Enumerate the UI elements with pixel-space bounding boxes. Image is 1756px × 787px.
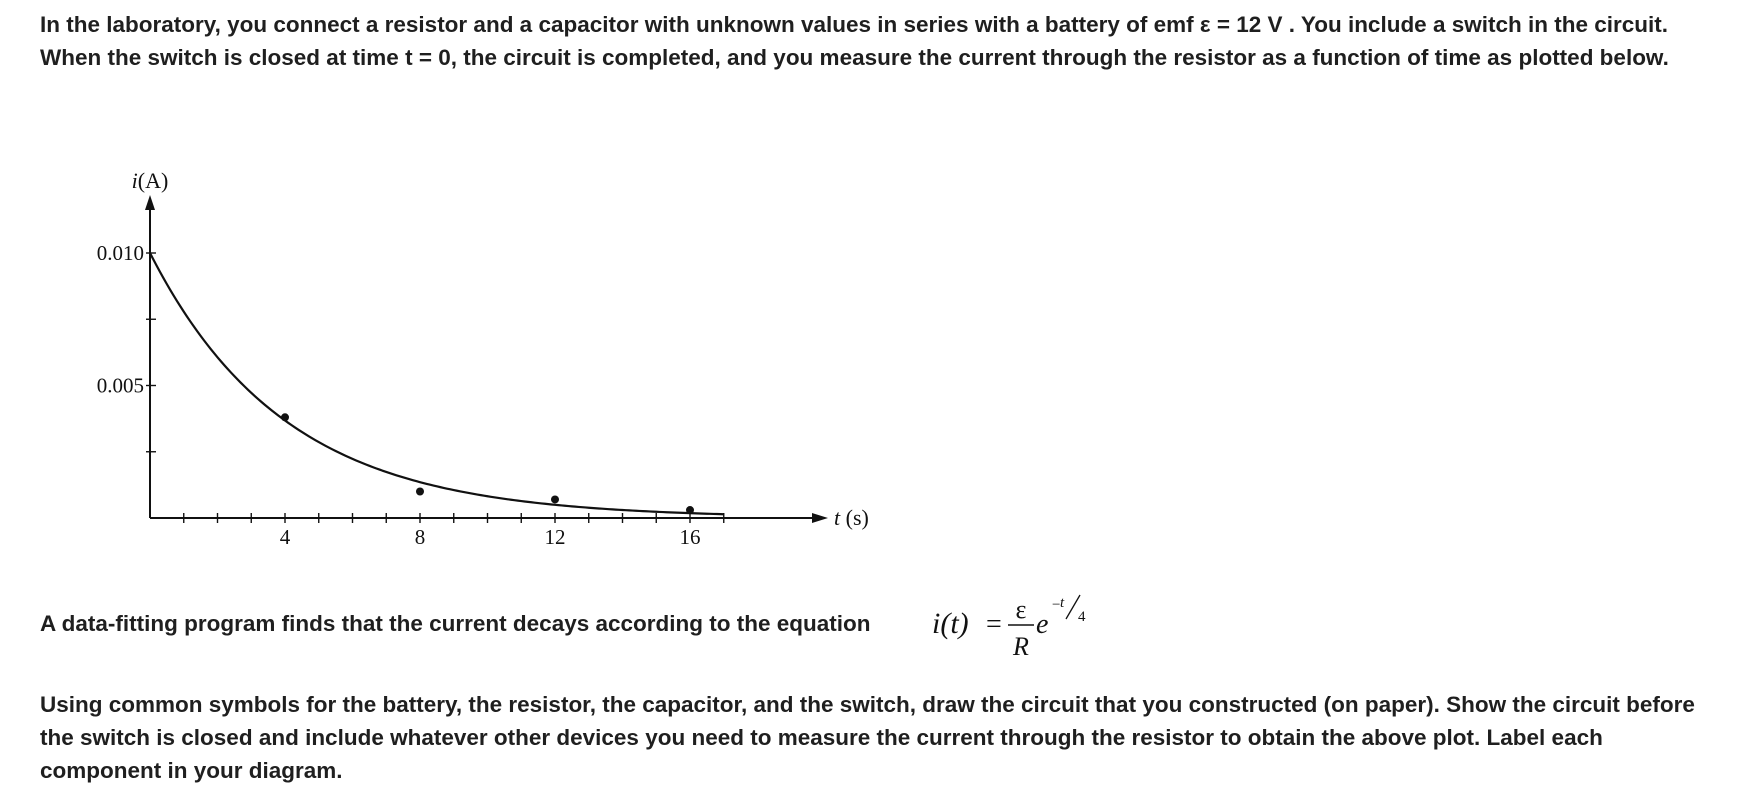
decay-equation [930,585,1110,670]
equation-denominator: R [1013,632,1029,661]
data-point [281,413,289,421]
current-vs-time-plot [0,150,900,560]
emf-symbol: ε [1199,12,1211,37]
exponent-sign: − [1052,597,1061,613]
y-tick-label: 0.005 [96,373,144,398]
exponent-denominator: 4 [1078,609,1086,625]
data-point [551,495,559,503]
x-tick-label: 4 [279,525,291,549]
equation-exp-base: e [1036,609,1049,640]
fit-description [40,607,871,640]
y-axis-label: i(A) [131,168,169,193]
x-axis-arrow-icon [812,513,828,523]
equation-lhs: i(t) [932,607,969,640]
y-tick-label: 0.010 [96,241,144,265]
data-point [416,488,424,496]
time-zero: t = 0 [405,45,451,70]
fit-text: A data-fitting program finds that the current decays according to the equation [40,611,871,636]
data-points [281,413,694,514]
intro-text-3: , the circuit is completed, and you measure the current through the resistor as a function of time as plotted below. [450,45,1669,70]
equation-equals: = [986,609,1002,640]
emf-value: 12 V [1236,12,1283,37]
instructions-text: Using common symbols for the battery, the resistor, the capacitor, and the switch, draw the circuit that you constructed (on paper). Show the circuit before the switch is closed and include whatever other devices you need to measure the current through the resistor to obtain the above plot. Label each component in your diagram. [40,692,1695,783]
x-tick-label: 12 [544,525,566,549]
y-axis-arrow-icon [145,195,155,210]
exponent-numerator: t [1060,595,1065,611]
x-axis-label: t (s) [834,505,869,530]
y-tick-labels [97,241,144,398]
emf-equals: = [1210,12,1237,37]
problem-instructions [40,688,1720,787]
data-point [686,506,694,514]
x-tick-label: 8 [414,525,426,549]
fit-curve-line [150,253,724,514]
intro-text-1: In the laboratory, you connect a resistor and a capacitor with unknown values in series with a battery of emf [40,12,1200,37]
plot-axes [145,195,828,523]
x-tick-label: 16 [679,525,701,549]
equation-numerator: ε [1015,595,1027,624]
intro-text-2: . You include a switch in the circuit. When the switch is closed at time [40,12,1669,70]
x-tick-labels [280,525,701,549]
problem-intro [40,8,1720,74]
